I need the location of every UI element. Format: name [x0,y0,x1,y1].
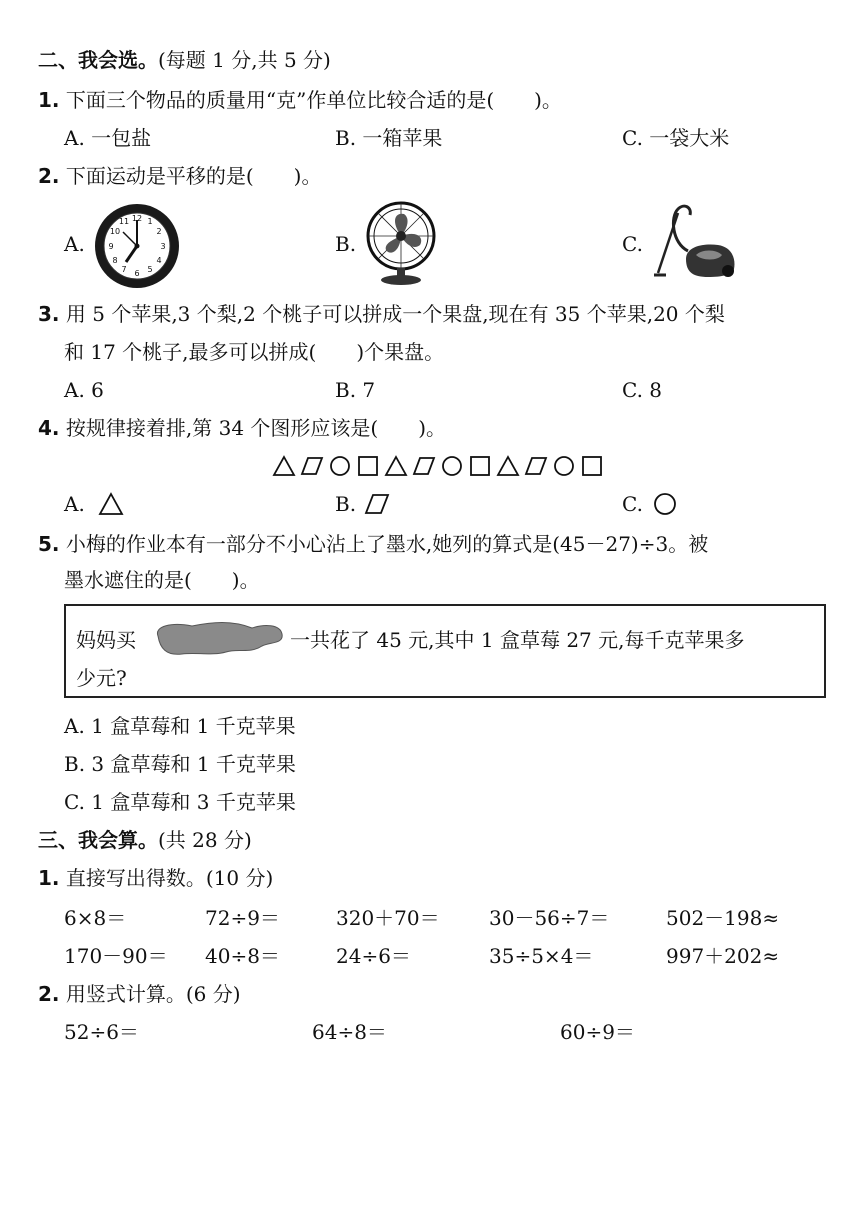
calc-item: 40÷8＝ [205,944,280,968]
circle-icon [328,455,352,477]
calc-item: 170－90＝ [64,944,168,968]
q4-option-a-label: A. [64,492,85,516]
svg-text:4: 4 [156,256,162,265]
ink-blot-icon [152,618,286,658]
svg-text:1: 1 [147,217,153,226]
section-2-heading [38,46,331,74]
svg-text:12: 12 [131,214,143,223]
question-number: 3. [38,302,60,326]
question-2 [38,162,321,190]
svg-text:5: 5 [147,265,153,274]
svg-text:10: 10 [109,227,121,236]
question-number: 4. [38,416,60,440]
q4-option-b-label: B. [335,492,357,516]
parallelogram-icon [300,455,324,477]
question-text: 下面运动是平移的是( )。 [65,164,322,188]
vacuum-cleaner-icon [652,203,738,281]
parallelogram-icon [412,455,436,477]
question-3-line-1 [38,300,725,328]
q2-option-c-label: C. [622,232,643,256]
square-icon [356,455,380,477]
calc-item: 30－56÷7＝ [489,906,610,930]
vertical-calc-item: 52÷6＝ [64,1020,139,1044]
section-3-heading [38,826,252,854]
question-4 [38,414,446,442]
question-text: 用竖式计算。(6 分) [65,982,241,1006]
svg-text:7: 7 [121,265,127,274]
q2-option-b-label: B. [335,232,357,256]
s3-question-2 [38,980,241,1008]
q3-option-b: B. 7 [335,378,376,402]
svg-text:2: 2 [156,227,162,236]
svg-text:8: 8 [112,256,118,265]
question-number: 5. [38,532,60,556]
triangle-icon [98,492,124,516]
svg-text:9: 9 [108,242,114,251]
svg-text:6: 6 [134,269,140,278]
section-note: (共 28 分) [158,828,252,852]
section-note: (每题 1 分,共 5 分) [158,48,331,72]
square-icon [580,455,604,477]
triangle-icon [384,455,408,477]
question-3-line-2: 和 17 个桃子,最多可以拼成( )个果盘。 [64,340,445,364]
calc-item: 6×8＝ [64,906,127,930]
q1-option-c: C. 一袋大米 [622,126,730,150]
calc-item: 24÷6＝ [336,944,411,968]
calc-item: 35÷5×4＝ [489,944,594,968]
question-1 [38,86,562,114]
q5-option-b: B. 3 盒草莓和 1 千克苹果 [64,752,296,776]
question-number: 1. [38,866,60,890]
vertical-calc-item: 64÷8＝ [312,1020,387,1044]
shape-sequence [272,452,604,480]
q1-option-a: A. 一包盐 [64,126,152,150]
calc-item: 320＋70＝ [336,906,440,930]
vertical-calc-item: 60÷9＝ [560,1020,635,1044]
box-text-rest: 一共花了 45 元,其中 1 盒草莓 27 元,每千克苹果多 [290,628,745,652]
question-5-line-1 [38,530,708,558]
triangle-icon [496,455,520,477]
question-text: 用 5 个苹果,3 个梨,2 个桃子可以拼成一个果盘,现在有 35 个苹果,20 个梨 [65,302,725,326]
circle-icon [440,455,464,477]
question-text: 按规律接着排,第 34 个图形应该是( )。 [65,416,447,440]
q2-option-a-label: A. [64,232,85,256]
svg-text:3: 3 [160,242,166,251]
question-number: 2. [38,982,60,1006]
section-title: 二、我会选。 [38,48,158,72]
clock-icon [93,202,181,290]
q5-option-a: A. 1 盒草莓和 1 千克苹果 [64,714,296,738]
svg-text:11: 11 [118,217,130,226]
square-icon [468,455,492,477]
q4-option-c-label: C. [622,492,643,516]
box-text-start: 妈妈买 [76,628,136,652]
question-text: 下面三个物品的质量用“克”作单位比较合适的是( )。 [65,88,562,112]
calc-item: 72÷9＝ [205,906,280,930]
circle-icon [552,455,576,477]
question-text: 小梅的作业本有一部分不小心沾上了墨水,她列的算式是(45－27)÷3。被 [65,532,709,556]
q3-option-a: A. 6 [64,378,104,402]
calc-item: 502－198≈ [666,906,780,930]
question-number: 1. [38,88,60,112]
calc-item: 997＋202≈ [666,944,780,968]
s3-question-1 [38,864,273,892]
question-5-line-2: 墨水遮住的是( )。 [64,568,260,592]
triangle-icon [272,455,296,477]
question-number: 2. [38,164,60,188]
q1-option-b: B. 一箱苹果 [335,126,443,150]
parallelogram-icon [364,492,390,516]
fan-icon [360,200,442,286]
q5-option-c: C. 1 盒草莓和 3 千克苹果 [64,790,296,814]
q3-option-c: C. 8 [622,378,663,402]
parallelogram-icon [524,455,548,477]
section-title: 三、我会算。 [38,828,158,852]
circle-icon [652,491,678,517]
box-text-line-2: 少元? [76,666,127,690]
question-text: 直接写出得数。(10 分) [65,866,274,890]
